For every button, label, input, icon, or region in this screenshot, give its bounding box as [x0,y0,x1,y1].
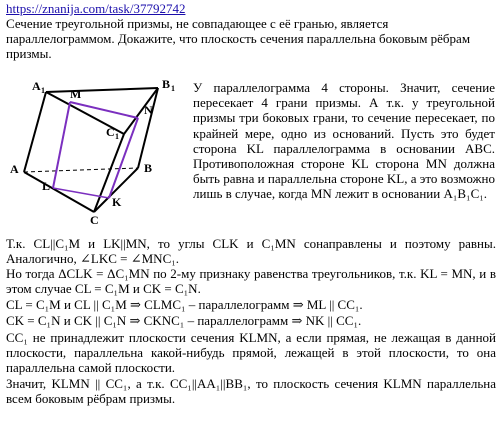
label-c: C [90,213,99,227]
label-a1-index: 1 [41,86,45,95]
label-c1: C [106,125,115,139]
problem-statement: Сечение треугольной призмы, не совпадающее с её гранью, является параллелограммом. Докажите, что плоскость сечения параллельна боковым рёбрам призмы. [6,16,471,62]
label-n: N [144,103,153,117]
label-b1: B [162,78,171,91]
congruence-text: Но тогда ΔCLK = ΔC₁MN по 2-му признаку равенства треугольников, т.к. KL = MN, и в этом случае CL = C₁M и CK = C₁N. [6,266,496,297]
label-b: B [144,161,153,175]
label-c1-index: 1 [115,132,119,141]
source-link[interactable]: https://znanija.com/task/37792742 [6,1,186,16]
parallelogram-clmc1: CL = C₁M и CL || C₁M ⇒ CLMC₁ – параллелограмм ⇒ ML || CC₁. [6,297,363,312]
cc1-argument: CC₁ не принадлежит плоскости сечения KLMN, а если прямая, не лежащая в данной плоскости, параллельна какой-нибудь прямой, лежащей в этой плоскости, то она параллельна самой плоскости. [6,330,496,376]
conclusion: Значит, KLMN || CC₁, а т.к. CC₁||AA₁||BB₁, то плоскость сечения KLMN параллельна всем боковым рёбрам призмы. [6,376,496,407]
label-l: L [42,179,51,193]
solution-paragraph: У параллелограмма 4 стороны. Значит, сечение пересекает 4 грани призмы. А т.к. у треугольной призмы три боковых грани, то сечение пересекает, по крайней мере, одно из оснований. Пусть это будет сторона KL параллелограмма в основании ABC. Противоположная стороне KL сторона MN должна быть равна и параллельна стороне KL, а это возможно лишь в случае, когда MN лежит в основании A₁B₁C₁. [193,80,495,202]
label-a: A [10,162,19,176]
label-a1: A [32,79,41,93]
parallelogram-cknc1: CK = C₁N и CK || C₁N ⇒ CKNC₁ – параллелограмм ⇒ NK || CC₁. [6,313,362,328]
label-m: M [70,87,82,101]
parallel-angles-text: Т.к. CL||C₁M и LK||MN, то углы CLK и C₁MN сонаправлены и поэтому равны. Аналогично, ∠LKC = ∠MNC₁. [6,236,496,267]
prism-figure [6,78,196,228]
label-b1-index: 1 [171,84,175,93]
label-k: K [112,195,122,209]
